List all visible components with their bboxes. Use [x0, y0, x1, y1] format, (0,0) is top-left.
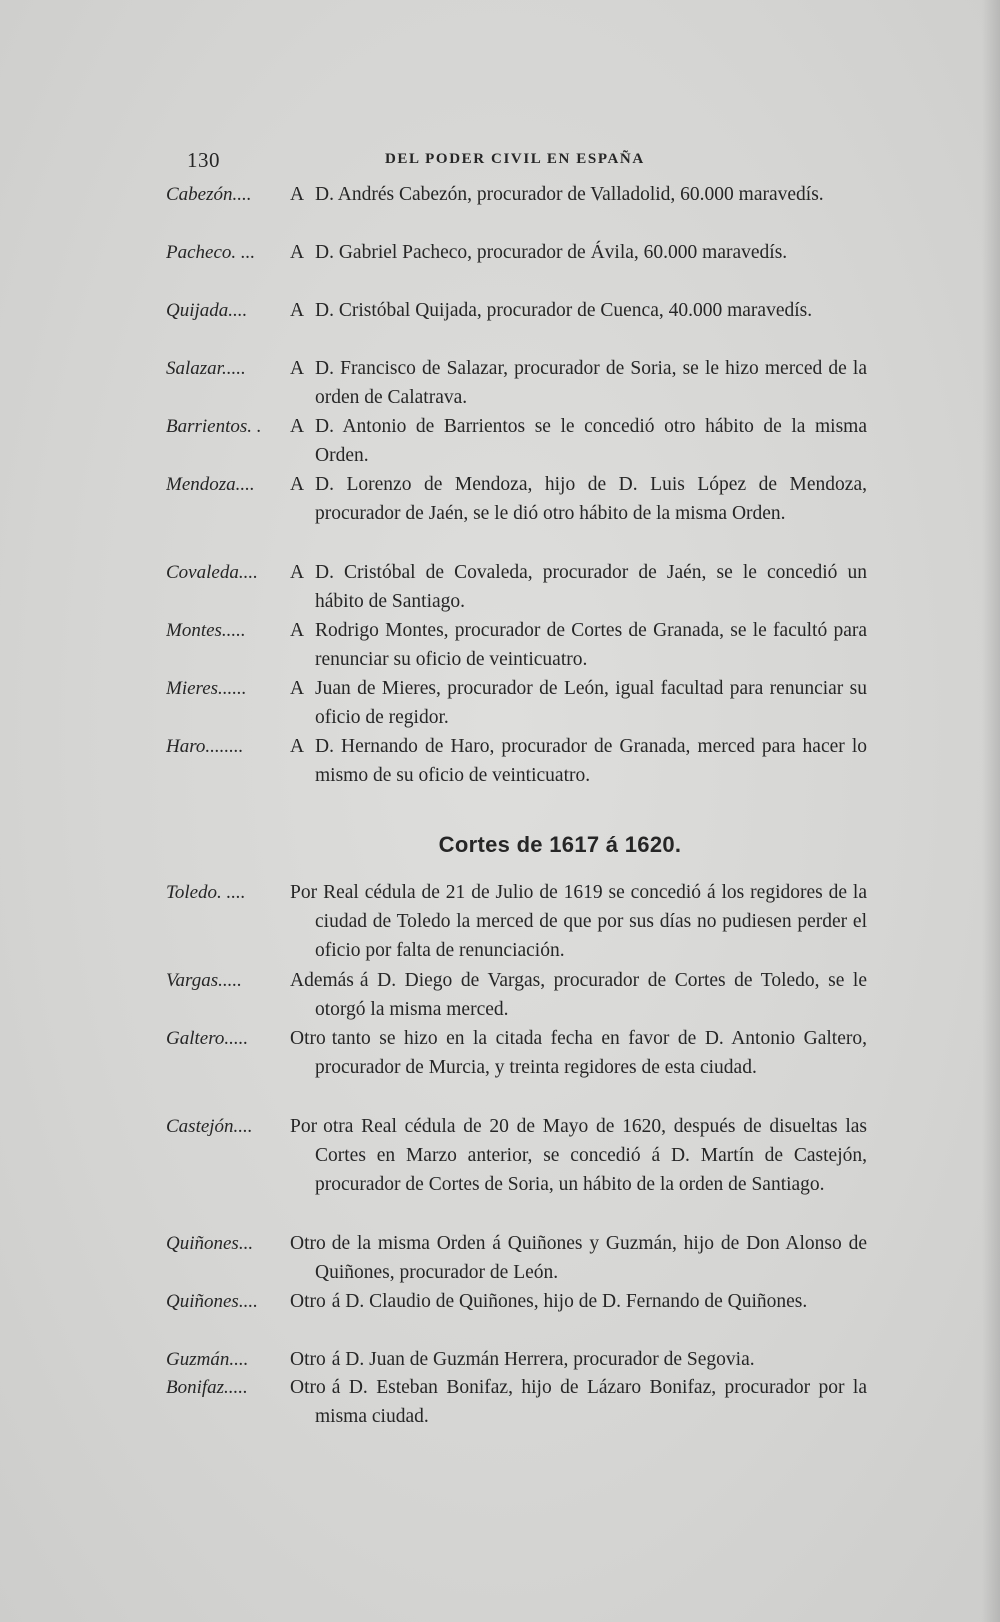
- entry-lead-word: A: [290, 242, 305, 263]
- entry-lead-word: A: [290, 620, 305, 641]
- entry-text: Juan de Mieres, procurador de León, igual facultad para renunciar su oficio de regidor.: [315, 678, 867, 728]
- entry-name: Pacheco. ...: [166, 242, 256, 263]
- entry-text: á D. Juan de Guzmán Herrera, procurador de Segovia.: [331, 1349, 755, 1370]
- running-title: DEL PODER CIVIL EN ESPAÑA: [385, 151, 645, 167]
- page-edge-shadow: [982, 0, 1000, 1622]
- entry-lead-word: A: [290, 416, 305, 437]
- entry-text: otra Real cédula de 20 de Mayo de 1620, después de disueltas las Cortes en Marzo anterior, se concedió á D. Martín de Castejón, procurador de Cortes de Soria, un hábito de la orden de Santiago.: [315, 1116, 867, 1195]
- entry-name: Quiñones....: [166, 1291, 258, 1312]
- entry-name: Bonifaz.....: [166, 1377, 248, 1398]
- entry-lead-word: Otro: [290, 1291, 326, 1312]
- entry-name: Galtero.....: [166, 1028, 249, 1049]
- entry-text: D. Francisco de Salazar, procurador de Soria, se le hizo merced de la orden de Calatrava.: [315, 358, 867, 408]
- entry-text: tanto se hizo en la citada fecha en favor de D. Antonio Galtero, procurador de Murcia, y treinta regidores de esta ciudad.: [315, 1028, 867, 1078]
- entry-text: D. Andrés Cabezón, procurador de Valladolid, 60.000 maravedís.: [315, 184, 824, 205]
- entry-text: D. Lorenzo de Mendoza, hijo de D. Luis López de Mendoza, procurador de Jaén, se le dió otro hábito de la misma Orden.: [315, 474, 867, 524]
- entry-text: D. Gabriel Pacheco, procurador de Ávila, 60.000 maravedís.: [315, 242, 788, 263]
- entry-name: Castejón....: [166, 1116, 253, 1137]
- entry-lead-word: A: [290, 474, 305, 495]
- entry-lead-word: A: [290, 358, 305, 379]
- entry-lead-word: Otro: [290, 1233, 326, 1254]
- running-head: [165, 148, 865, 172]
- entry-name: Cabezón....: [166, 184, 252, 205]
- section-heading: Cortes de 1617 á 1620.: [438, 832, 682, 857]
- entry-lead-word: A: [290, 736, 305, 757]
- entry-text: D. Antonio de Barrientos se le concedió otro hábito de la misma Orden.: [315, 416, 867, 466]
- entry-name: Quiñones...: [166, 1233, 254, 1254]
- entry-text: D. Hernando de Haro, procurador de Granada, merced para hacer lo mismo de su oficio de veinticuatro.: [315, 736, 867, 786]
- entry-name: Guzmán....: [166, 1349, 249, 1370]
- entry-name: Haro........: [166, 736, 244, 757]
- entry-lead-word: Otro: [290, 1377, 326, 1398]
- entry-lead-word: Por: [290, 882, 318, 903]
- entry-text: D. Cristóbal Quijada, procurador de Cuenca, 40.000 maravedís.: [315, 300, 813, 321]
- entry-name: Mieres......: [166, 678, 247, 699]
- entry-name: Montes.....: [166, 620, 246, 641]
- entry-lead-word: Además: [290, 970, 354, 991]
- entry-name: Covaleda....: [166, 562, 258, 583]
- entry-name: Salazar.....: [166, 358, 246, 379]
- entry-name: Vargas.....: [166, 970, 242, 991]
- entry-text: á D. Claudio de Quiñones, hijo de D. Fernando de Quiñones.: [331, 1291, 808, 1312]
- entry-name: Mendoza....: [166, 474, 255, 495]
- entry-text: Rodrigo Montes, procurador de Cortes de Granada, se le facultó para renunciar su oficio de veinticuatro.: [315, 620, 867, 670]
- entry-lead-word: Otro: [290, 1028, 326, 1049]
- entry-text: de la misma Orden á Quiñones y Guzmán, hijo de Don Alonso de Quiñones, procurador de León.: [315, 1233, 867, 1283]
- entry-lead-word: A: [290, 184, 305, 205]
- entry-name: Barrientos. .: [166, 416, 262, 437]
- entry-name: Quijada....: [166, 300, 248, 321]
- entry-text: D. Cristóbal de Covaleda, procurador de Jaén, se le concedió un hábito de Santiago.: [315, 562, 867, 612]
- entry-text: á D. Diego de Vargas, procurador de Cortes de Toledo, se le otorgó la misma merced.: [315, 970, 867, 1020]
- entry-name: Toledo. ....: [166, 882, 246, 903]
- page-number: 130: [187, 148, 220, 172]
- entry-text: á D. Esteban Bonifaz, hijo de Lázaro Bonifaz, procurador por la misma ciudad.: [315, 1377, 867, 1427]
- entry-lead-word: A: [290, 678, 305, 699]
- entry-lead-word: A: [290, 562, 305, 583]
- entry-lead-word: Otro: [290, 1349, 326, 1370]
- entry-text: Real cédula de 21 de Julio de 1619 se concedió á los regidores de la ciudad de Toledo la merced de que por sus días no pudiesen perder el oficio por falta de renunciación.: [315, 882, 867, 961]
- entry-lead-word: A: [290, 300, 305, 321]
- entry-lead-word: Por: [290, 1116, 318, 1137]
